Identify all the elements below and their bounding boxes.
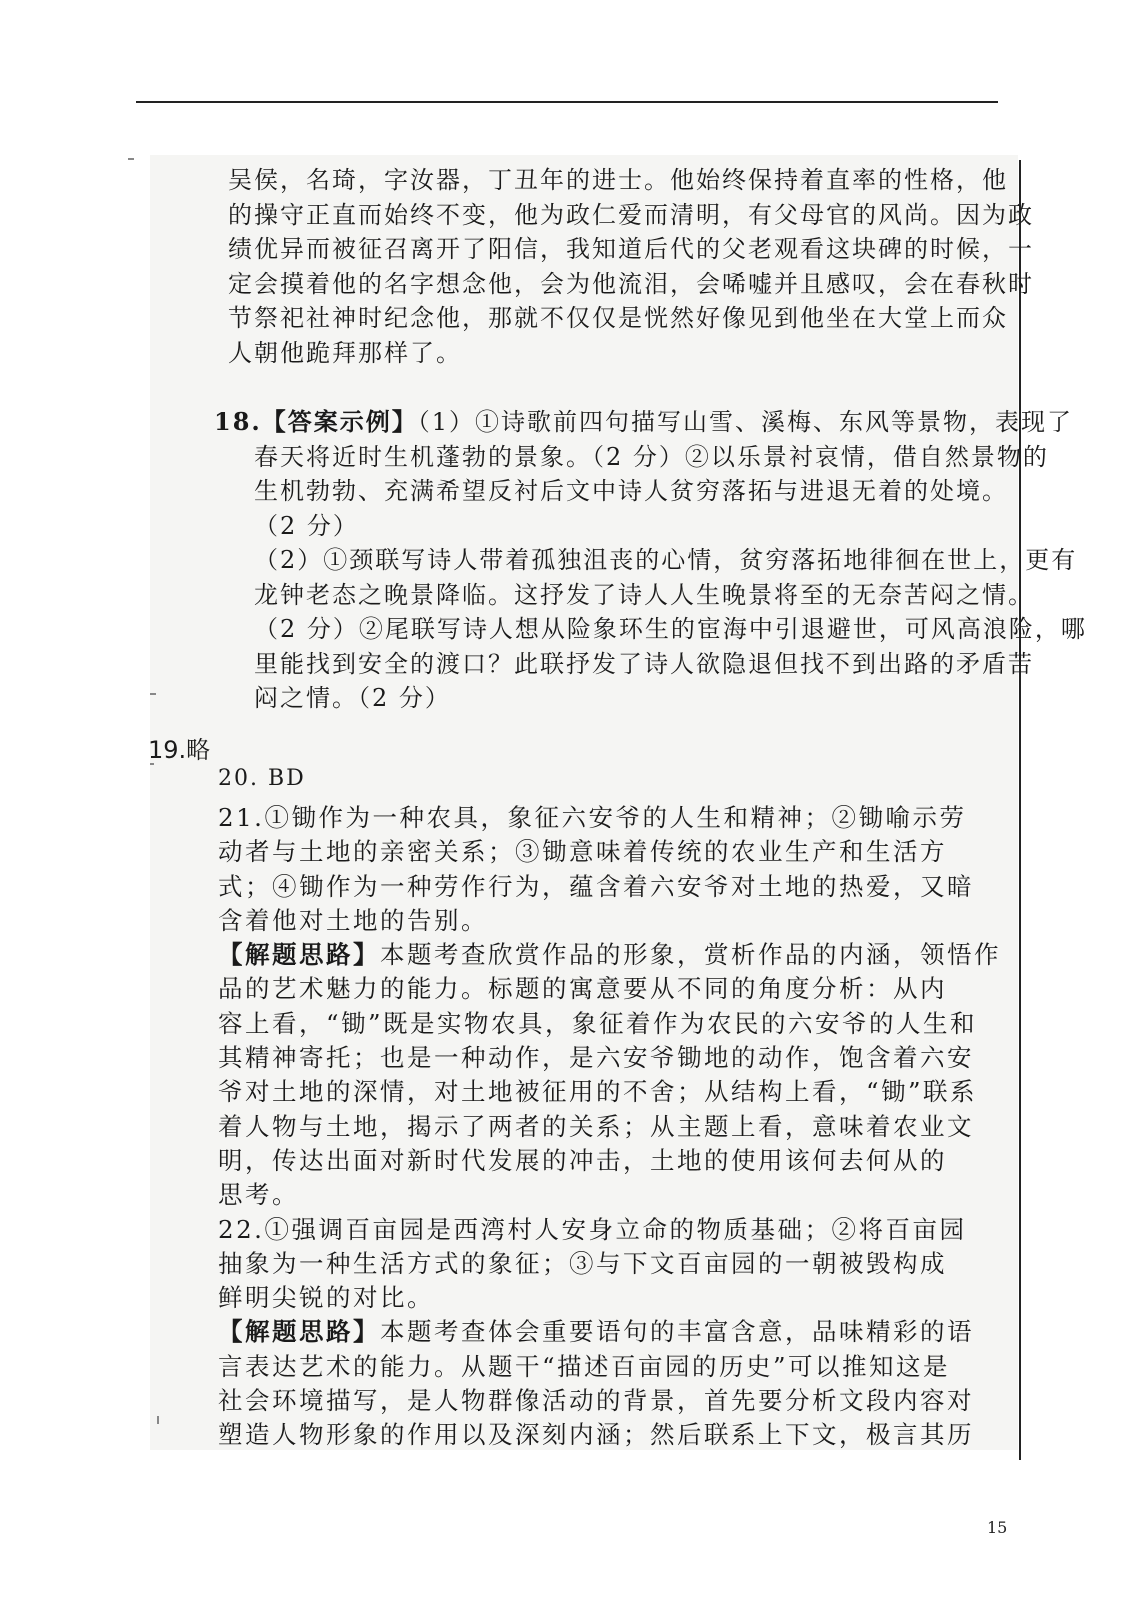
text-line: 其精神寄托；也是一种动作，是六安爷锄地的动作，饱含着六安 <box>218 1043 974 1073</box>
scan-speck <box>150 693 156 695</box>
answer-18 <box>214 405 1087 716</box>
answer-19: 19.略 <box>148 736 211 764</box>
text-line: 定会摸着他的名字想念他，会为他流泪，会唏嘘并且感叹，会在春秋时 <box>228 269 1034 298</box>
text-line: 本题考查欣赏作品的形象，赏析作品的内涵，领悟作 <box>380 940 1001 970</box>
text-line: （2 分） <box>254 511 359 540</box>
text-line: 着人物与土地，揭示了两者的关系；从主题上看，意味着农业文 <box>218 1111 974 1141</box>
text-line: （2）①颈联写诗人带着孤独沮丧的心情，贫穷落拓地徘徊在世上，更有 <box>254 546 1078 574</box>
text-line: 生机勃勃、充满希望反衬后文中诗人贫穷落拓与进退无着的处境。 <box>254 477 1008 505</box>
analysis-tag: 【解题思路】 <box>218 940 380 970</box>
text-line: 式；④锄作为一种劳作行为，蕴含着六安爷对土地的热爱，又暗 <box>218 871 974 901</box>
text-line: 品的艺术魅力的能力。标题的寓意要从不同的角度分析：从内 <box>218 974 947 1004</box>
answer-tag: 【答案示例】 <box>261 407 418 436</box>
question-number: 18. <box>214 407 262 436</box>
text-line: 春天将近时生机蓬勃的景象。（2 分）②以乐景衬哀情，借自然景物的 <box>254 442 1049 471</box>
scan-speck <box>128 158 134 160</box>
text-line: 容上看，“锄”既是实物农具，象征着作为农民的六安爷的人生和 <box>218 1008 978 1038</box>
text-line: 抽象为一种生活方式的象征；③与下文百亩园的一朝被毁构成 <box>218 1248 947 1278</box>
text-line: 思考。 <box>218 1180 299 1210</box>
text-line: （1）①诗歌前四句描写山雪、溪梅、东风等景物，表现了 <box>417 408 1074 436</box>
text-line: 动者与土地的亲密关系；③锄意味着传统的农业生产和生活方 <box>218 837 947 867</box>
text-line: 的操守正直而始终不变，他为政仁爱而清明，有父母官的风尚。因为政 <box>228 200 1034 229</box>
text-line: 22.①强调百亩园是西湾村人安身立命的物质基础；②将百亩园 <box>218 1214 967 1244</box>
scan-speck <box>157 1416 159 1424</box>
answer-20: 20. BD <box>218 766 306 791</box>
text-line: 鲜明尖锐的对比。 <box>218 1283 434 1313</box>
text-line: 吴侯，名琦，字汝器，丁丑年的进士。他始终保持着直率的性格，他 <box>228 166 1008 194</box>
answers-21-22 <box>218 801 1001 1453</box>
text-line: 本题考查体会重要语句的丰富含意，品味精彩的语 <box>380 1317 974 1347</box>
analysis-tag: 【解题思路】 <box>218 1317 380 1347</box>
text-line: 爷对土地的深情，对土地被征用的不舍；从结构上看，“锄”联系 <box>218 1077 978 1107</box>
page-number: 15 <box>987 1518 1008 1537</box>
header-rule <box>136 101 998 103</box>
text-line: 明，传达出面对新时代发展的冲击，土地的使用该何去何从的 <box>218 1145 947 1175</box>
text-line: 塑造人物形象的作用以及深刻内涵；然后联系上下文，极言其历 <box>218 1420 974 1450</box>
text-line: 21.①锄作为一种农具，象征六安爷的人生和精神；②锄喻示劳 <box>218 803 967 832</box>
text-line: （2 分）②尾联写诗人想从险象环生的宦海中引退避世，可风高浪险，哪 <box>254 615 1087 643</box>
text-line: 人朝他跪拜那样了。 <box>228 338 462 367</box>
text-line: 社会环境描写，是人物群像活动的背景，首先要分析文段内容对 <box>218 1386 974 1416</box>
text-line: 绩优异而被征召离开了阳信，我知道后代的父老观看这块碑的时候，一 <box>228 235 1034 263</box>
text-line: 节祭祀社神时纪念他，那就不仅仅是恍然好像见到他坐在大堂上而众 <box>228 304 1008 332</box>
text-line: 龙钟老态之晚景降临。这抒发了诗人人生晚景将至的无奈苦闷之情。 <box>254 580 1034 609</box>
translation-passage <box>228 163 1034 370</box>
text-line: 含着他对土地的告别。 <box>218 905 488 935</box>
text-line: 闷之情。（2 分） <box>254 684 451 712</box>
text-line: 言表达艺术的能力。从题干“描述百亩园的历史”可以推知这是 <box>218 1351 951 1381</box>
text-line: 里能找到安全的渡口？此联抒发了诗人欲隐退但找不到出路的矛盾苦 <box>254 649 1034 678</box>
